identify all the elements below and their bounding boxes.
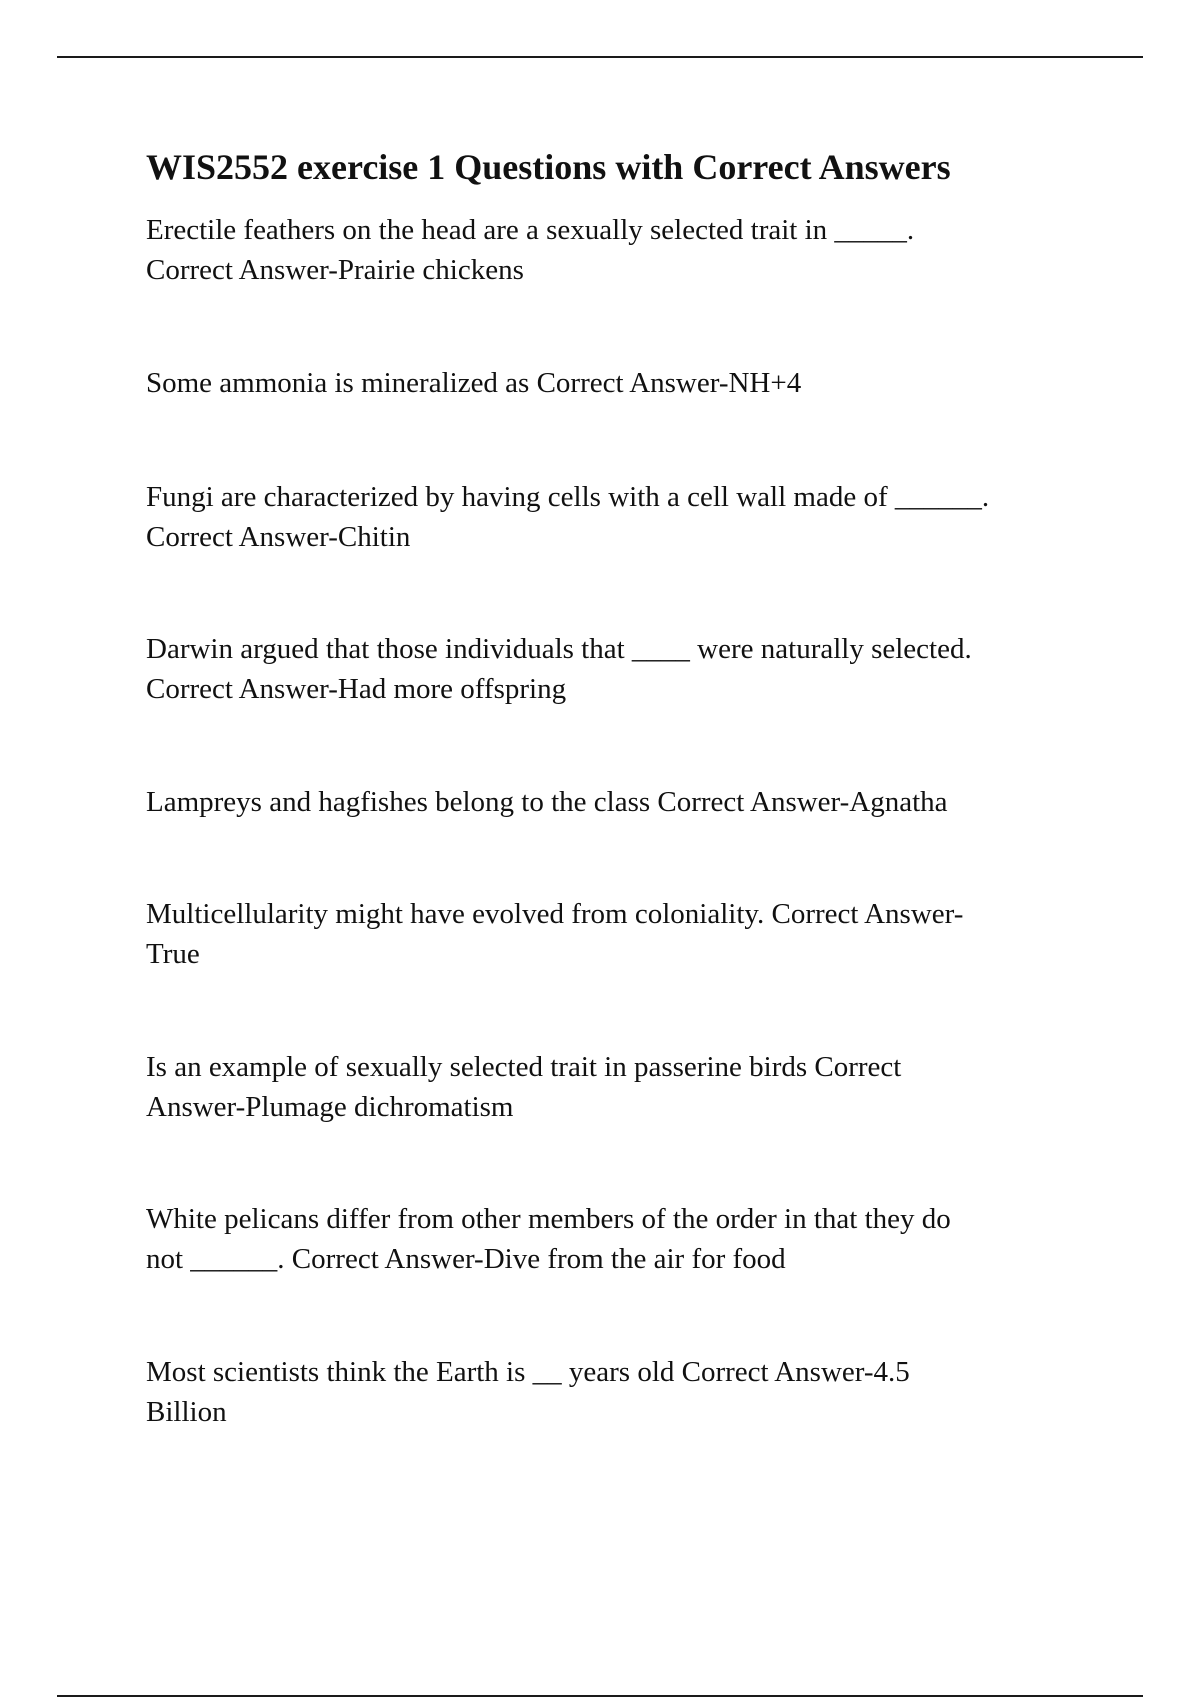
qa-line: Erectile feathers on the head are a sexually selected trait in _____. [146,214,915,246]
qa-line: not ______. Correct Answer-Dive from the air for food [146,1243,786,1275]
qa-item-1 [146,210,1106,290]
qa-item-8 [146,1199,1106,1279]
qa-line: White pelicans differ from other members of the order in that they do [146,1203,951,1235]
qa-line: Correct Answer-Chitin [146,521,411,553]
qa-line: Billion [146,1396,227,1428]
qa-item-7 [146,1047,1106,1127]
qa-line: Fungi are characterized by having cells with a cell wall made of ______. [146,481,990,513]
qa-line: Answer-Plumage dichromatism [146,1091,514,1123]
qa-line: Darwin argued that those individuals that ____ were naturally selected. [146,633,972,665]
bottom-rule [57,1695,1143,1697]
qa-line: True [146,938,200,970]
top-rule [57,56,1143,58]
qa-line: Multicellularity might have evolved from coloniality. Correct Answer- [146,898,964,930]
page-title: WIS2552 exercise 1 Questions with Correct Answers [146,147,951,187]
qa-line: Most scientists think the Earth is __ years old Correct Answer-4.5 [146,1356,910,1388]
qa-line: Correct Answer-Prairie chickens [146,254,524,286]
qa-line: Lampreys and hagfishes belong to the class Correct Answer-Agnatha [146,786,948,818]
qa-item-4 [146,629,1106,709]
qa-line: Is an example of sexually selected trait in passerine birds Correct [146,1051,902,1083]
qa-item-3 [146,477,1106,557]
qa-line: Correct Answer-Had more offspring [146,673,567,705]
qa-line: Some ammonia is mineralized as Correct Answer-NH+4 [146,367,802,399]
qa-item-2 [146,363,1106,403]
qa-item-5 [146,782,1106,822]
qa-item-6 [146,894,1106,974]
qa-item-9 [146,1352,1106,1432]
